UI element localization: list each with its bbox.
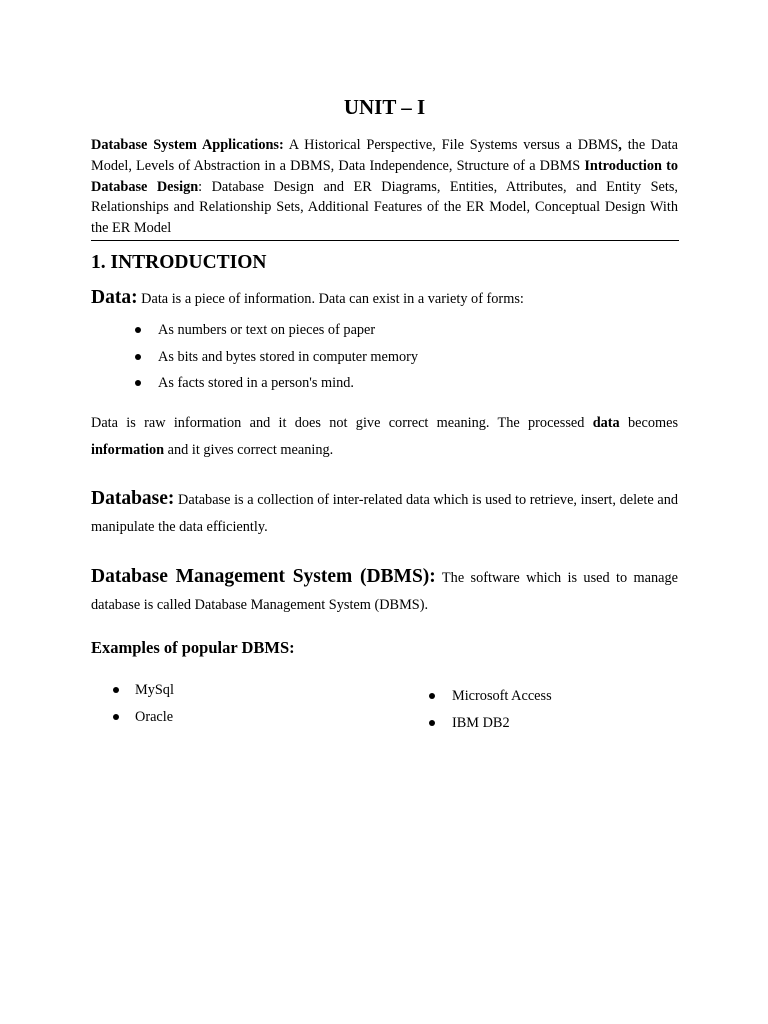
bullet-icon	[113, 714, 119, 720]
data-definition	[91, 285, 678, 312]
list-item-text: As bits and bytes stored in computer memory	[158, 348, 419, 365]
dbms-examples-right-list	[408, 683, 552, 736]
examples-heading: Examples of popular DBMS:	[91, 638, 295, 657]
syllabus-label-design: Introduction to Database Design	[91, 157, 679, 195]
dbms-term: Database Management System (DBMS):	[91, 566, 436, 587]
syllabus-paragraph	[91, 135, 678, 239]
list-item-text: Microsoft Access	[452, 688, 552, 704]
list-item	[91, 370, 418, 397]
data-forms-list	[91, 317, 418, 397]
raw-text-2: becomes	[619, 415, 679, 431]
database-definition-text: Database is a collection of inter-related data which is used to retrieve, insert, delete and manipulate the data efficiently.	[91, 492, 678, 535]
dbms-definition-text: The software which is used to manage database is called Database Management System (DBMS).	[91, 570, 679, 613]
raw-text-1: Data is raw information and it does not give correct meaning. The processed	[91, 415, 593, 431]
bullet-icon	[429, 693, 435, 699]
data-term: Data:	[91, 287, 138, 308]
syllabus-comma: ,	[618, 137, 622, 153]
list-item-text: As facts stored in a person's mind.	[158, 375, 354, 391]
syllabus-text-1: A Historical Perspective, File Systems versus a DBMS	[283, 137, 619, 153]
data-definition-text: Data is a piece of information. Data can exist in a variety of forms:	[137, 291, 524, 307]
database-definition	[91, 485, 678, 541]
bullet-icon	[429, 720, 435, 726]
raw-information-paragraph	[91, 410, 678, 464]
list-item	[408, 683, 552, 710]
raw-bold-data: data	[592, 415, 620, 431]
horizontal-divider	[91, 240, 679, 241]
raw-bold-information: information	[91, 442, 165, 458]
unit-title: UNIT – I	[343, 95, 426, 119]
syllabus-text-3: : Database Design and ER Diagrams, Entities, Attributes, and Entity Sets, Relationships and Relationship Sets, Additional Features of the ER Model, Conceptual Design With the ER Model	[91, 178, 678, 237]
syllabus-text-2: the Data Model, Levels of Abstraction in a DBMS, Data Independence, Structure of a DBMS	[91, 137, 678, 174]
list-item-text: As numbers or text on pieces of paper	[158, 322, 376, 338]
dbms-examples-left-list	[91, 677, 174, 730]
list-item	[91, 317, 418, 344]
list-item-text: MySql	[135, 682, 174, 698]
document-page	[91, 0, 678, 1024]
list-item	[91, 344, 418, 371]
syllabus-label-applications: Database System Applications:	[91, 137, 284, 153]
list-item-text: Oracle	[135, 708, 174, 725]
bullet-icon	[135, 327, 141, 333]
bullet-icon	[135, 380, 141, 386]
database-term: Database:	[91, 488, 175, 509]
list-item	[91, 704, 174, 731]
bullet-icon	[135, 354, 141, 360]
bullet-icon	[113, 687, 119, 693]
section-heading: 1. INTRODUCTION	[91, 252, 267, 273]
list-item-text: IBM DB2	[452, 714, 510, 731]
list-item	[91, 677, 174, 704]
raw-text-3: and it gives correct meaning.	[164, 442, 334, 458]
list-item	[408, 710, 552, 737]
dbms-definition	[91, 563, 678, 619]
